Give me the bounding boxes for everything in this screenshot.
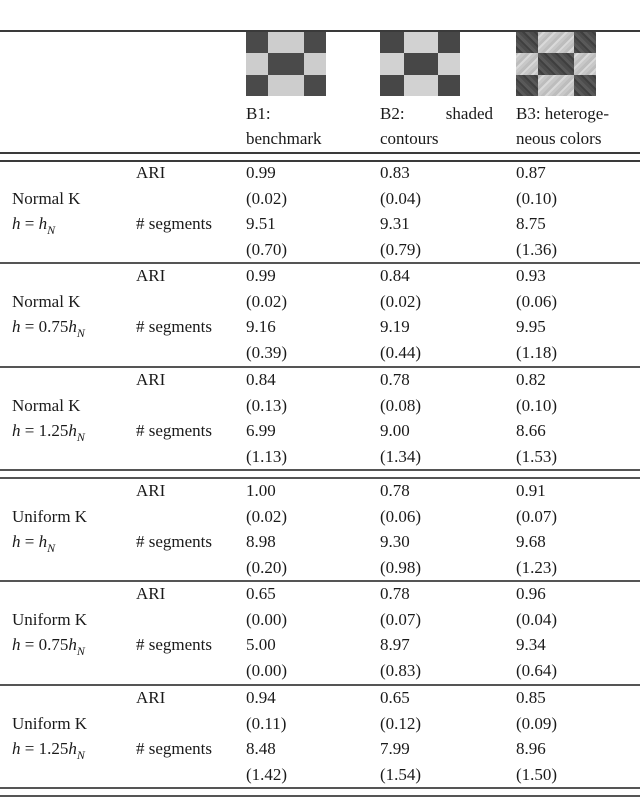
ari-sd-value: (0.02) [246,188,288,208]
bandwidth-label [12,532,55,553]
group-separator [0,262,640,264]
column-header-b3 [516,101,609,151]
ari-sd-value: (0.10) [516,188,558,208]
header-line: B1: [246,104,271,123]
subscript-n: N [76,644,85,658]
ari-value: 0.84 [246,370,276,389]
equals-coefficient: = [20,214,39,233]
segments-sd-value: (0.20) [246,557,288,577]
header-word: B2: [380,104,405,123]
ari-value: 0.78 [380,370,410,389]
ari-sd-value: (0.12) [380,713,422,733]
h-symbol: h [12,214,21,233]
metric-label-ari: ARI [136,266,166,285]
segments-sd-value: (1.13) [246,446,288,466]
segments-value: 8.48 [246,739,276,758]
ari-sd-value: (0.08) [380,395,422,415]
kernel-label: Uniform K [12,713,88,733]
segments-value: 9.95 [516,317,546,336]
ari-value: 0.78 [380,481,410,500]
bottom-rule-1 [0,787,640,789]
header-line [380,101,493,126]
checkerboard-heterogeneous-colors-image [516,32,596,96]
segments-value: 9.30 [380,532,410,551]
segments-value: 9.19 [380,317,410,336]
h-symbol: h [68,739,77,758]
ari-sd-value: (0.04) [380,188,422,208]
ari-value: 0.94 [246,688,276,707]
metric-label-ari: ARI [136,163,166,182]
ari-sd-value: (0.10) [516,395,558,415]
segments-value: 9.68 [516,532,546,551]
segments-sd-value: (0.39) [246,342,288,362]
metric-label-segments: # segments [136,739,213,758]
ari-value: 0.96 [516,584,546,603]
subscript-n: N [76,326,85,340]
section-rule-2 [0,477,640,479]
column-header-b2 [380,101,493,151]
h-symbol: h [12,739,21,758]
h-symbol: h [12,421,21,440]
subscript-n: N [47,541,56,555]
segments-value: 9.16 [246,317,276,336]
subscript-n: N [76,430,85,444]
metric-label-ari: ARI [136,584,166,603]
header-rule-1 [0,152,640,154]
equals-coefficient: = 0.75 [20,635,69,654]
kernel-label: Normal K [12,395,81,415]
metric-label-segments: # segments [136,421,213,440]
ari-value: 0.65 [380,688,410,707]
ari-value: 0.99 [246,163,276,182]
equals-coefficient: = 0.75 [20,317,69,336]
h-symbol: h [68,317,77,336]
section-rule-1 [0,469,640,471]
ari-value: 0.83 [380,163,410,182]
header-line: neous colors [516,129,602,148]
h-symbol: h [12,317,21,336]
ari-value: 0.87 [516,163,546,182]
ari-sd-value: (0.02) [246,291,288,311]
segments-sd-value: (0.98) [380,557,422,577]
header-word: shaded [445,104,493,123]
kernel-label: Uniform K [12,506,88,526]
metric-label-segments: # segments [136,317,213,336]
ari-sd-value: (0.11) [246,713,287,733]
ari-value: 1.00 [246,481,276,500]
bandwidth-label [12,317,85,338]
h-symbol: h [68,635,77,654]
header-line: B3: heteroge- [516,104,609,123]
ari-value: 0.65 [246,584,276,603]
segments-sd-value: (1.53) [516,446,558,466]
ari-value: 0.84 [380,266,410,285]
bottom-rule-2 [0,795,640,797]
segments-sd-value: (0.44) [380,342,422,362]
ari-value: 0.78 [380,584,410,603]
equals-coefficient: = 1.25 [20,739,69,758]
ari-value: 0.91 [516,481,546,500]
ari-sd-value: (0.07) [380,609,422,629]
segments-sd-value: (1.34) [380,446,422,466]
ari-value: 0.93 [516,266,546,285]
segments-sd-value: (1.50) [516,764,558,784]
bandwidth-label [12,214,55,235]
segments-value: 6.99 [246,421,276,440]
segments-value: 8.97 [380,635,410,654]
bandwidth-label [12,739,85,760]
segments-sd-value: (0.79) [380,239,422,259]
ari-sd-value: (0.00) [246,609,288,629]
segments-value: 8.75 [516,214,546,233]
ari-sd-value: (0.09) [516,713,558,733]
segments-sd-value: (0.70) [246,239,288,259]
segments-value: 9.00 [380,421,410,440]
subscript-n: N [47,223,56,237]
header-line: benchmark [246,129,322,148]
h-symbol: h [38,214,48,233]
ari-sd-value: (0.06) [380,506,422,526]
segments-value: 8.96 [516,739,546,758]
h-symbol: h [68,421,77,440]
segments-sd-value: (0.83) [380,660,422,680]
group-separator [0,684,640,686]
metric-label-ari: ARI [136,370,166,389]
ari-sd-value: (0.04) [516,609,558,629]
ari-sd-value: (0.13) [246,395,288,415]
ari-sd-value: (0.06) [516,291,558,311]
h-symbol: h [12,532,21,551]
equals-coefficient: = 1.25 [20,421,69,440]
header-line: contours [380,129,439,148]
segments-value: 9.51 [246,214,276,233]
metric-label-ari: ARI [136,481,166,500]
checkerboard-shaded-contours-image [380,32,460,96]
segments-value: 5.00 [246,635,276,654]
segments-value: 9.34 [516,635,546,654]
segments-value: 8.66 [516,421,546,440]
segments-value: 9.31 [380,214,410,233]
segments-value: 7.99 [380,739,410,758]
segments-sd-value: (1.36) [516,239,558,259]
segments-sd-value: (1.42) [246,764,288,784]
segments-sd-value: (0.64) [516,660,558,680]
header-rule-2 [0,160,640,162]
kernel-label: Normal K [12,291,81,311]
checkerboard-benchmark-image [246,32,326,96]
equals-coefficient: = [20,532,39,551]
ari-sd-value: (0.02) [380,291,422,311]
ari-value: 0.85 [516,688,546,707]
subscript-n: N [76,748,85,762]
h-symbol: h [38,532,48,551]
segments-sd-value: (0.00) [246,660,288,680]
ari-sd-value: (0.02) [246,506,288,526]
segments-sd-value: (1.54) [380,764,422,784]
metric-label-segments: # segments [136,635,213,654]
segments-sd-value: (1.18) [516,342,558,362]
bandwidth-label [12,421,85,442]
ari-sd-value: (0.07) [516,506,558,526]
kernel-label: Normal K [12,188,81,208]
ari-value: 0.99 [246,266,276,285]
bandwidth-label [12,635,85,656]
column-header-b1 [246,101,322,151]
ari-value: 0.82 [516,370,546,389]
kernel-label: Uniform K [12,609,88,629]
h-symbol: h [12,635,21,654]
group-separator [0,580,640,582]
metric-label-segments: # segments [136,532,213,551]
metric-label-ari: ARI [136,688,166,707]
segments-value: 8.98 [246,532,276,551]
segments-sd-value: (1.23) [516,557,558,577]
group-separator [0,366,640,368]
metric-label-segments: # segments [136,214,213,233]
